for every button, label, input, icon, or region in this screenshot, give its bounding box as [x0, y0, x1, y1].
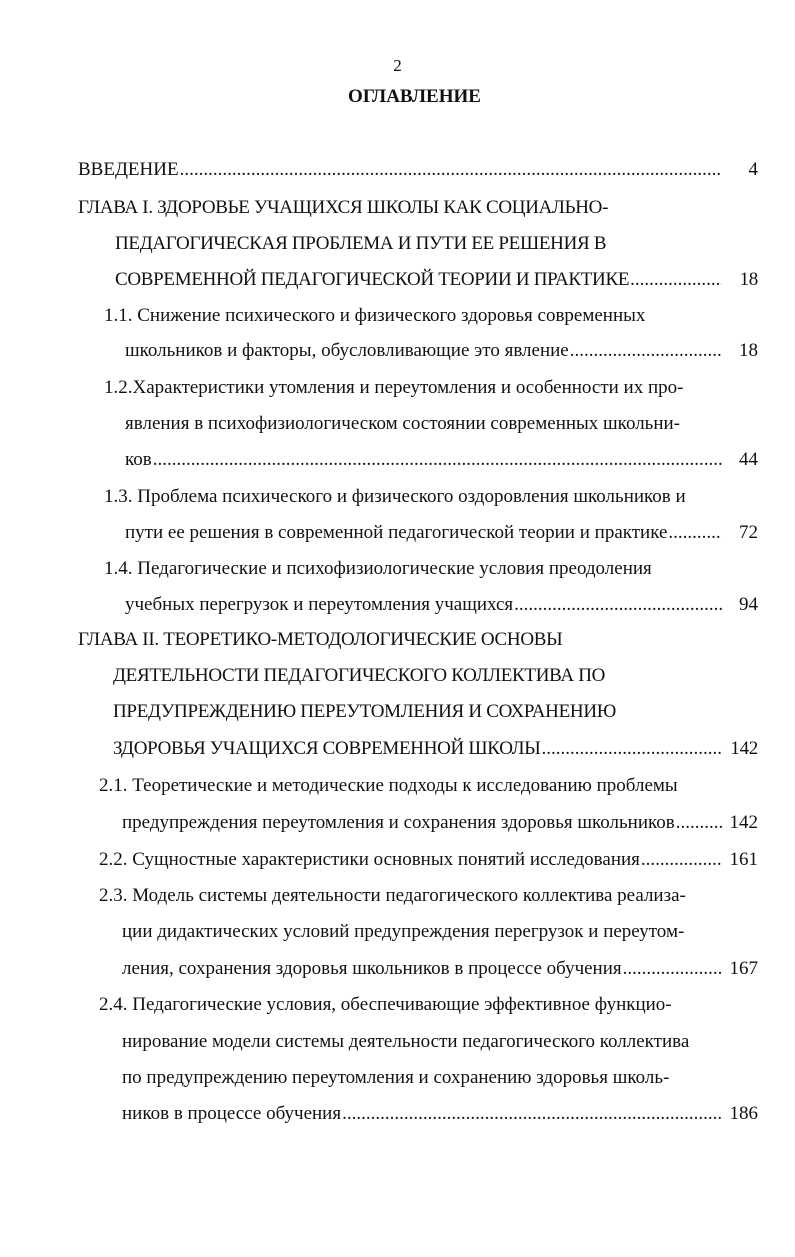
- leader-dots: [630, 268, 722, 292]
- leader-dots: [676, 811, 722, 835]
- toc-section-1-1-line-1: 1.1. Снижение психического и физического здоровья современных: [104, 305, 646, 326]
- toc-page-number: 161: [729, 849, 758, 870]
- toc-chapter-2-line-1: ГЛАВА II. ТЕОРЕТИКО-МЕТОДОЛОГИЧЕСКИЕ ОСНОВЫ: [78, 629, 563, 650]
- toc-entry-section-1-4[interactable]: [125, 593, 758, 617]
- toc-entry-text: ков: [125, 449, 152, 470]
- leader-dots: [641, 848, 722, 872]
- toc-page-number: 167: [729, 958, 758, 979]
- leader-dots: [623, 957, 722, 981]
- toc-chapter-1-line-1: ГЛАВА I. ЗДОРОВЬЕ УЧАЩИХСЯ ШКОЛЫ КАК СОЦИАЛЬНО-: [78, 197, 609, 218]
- toc-entry-text: 2.2. Сущностные характеристики основных понятий исследования: [99, 849, 640, 870]
- toc-section-2-3-line-2: ции дидактических условий предупреждения перегрузок и переутом-: [122, 921, 685, 942]
- leader-dots: [342, 1102, 722, 1126]
- toc-page-number: 44: [739, 449, 758, 470]
- toc-entry-section-2-1[interactable]: [122, 811, 758, 835]
- toc-section-1-3-line-1: 1.3. Проблема психического и физического оздоровления школьников и: [104, 486, 686, 507]
- toc-page-number: 18: [739, 340, 758, 361]
- leader-dots: [542, 737, 722, 761]
- toc-entry-section-2-3[interactable]: [122, 957, 758, 981]
- toc-section-2-4-line-3: по предупреждению переутомления и сохранению здоровья школь-: [122, 1067, 670, 1088]
- toc-entry-chapter-2[interactable]: [113, 737, 758, 761]
- toc-entry-section-2-2[interactable]: [99, 848, 758, 872]
- toc-section-2-4-line-2: нирование модели системы деятельности педагогического коллектива: [122, 1031, 690, 1052]
- toc-page-number: 72: [739, 522, 758, 543]
- toc-section-1-4-line-1: 1.4. Педагогические и психофизиологические условия преодоления: [104, 558, 652, 579]
- toc-entry-text: ВВЕДЕНИЕ: [78, 159, 179, 180]
- leader-dots: [153, 448, 722, 472]
- toc-entry-section-2-4[interactable]: [122, 1102, 758, 1126]
- leader-dots: [514, 593, 722, 617]
- toc-page-number: 94: [739, 594, 758, 615]
- toc-entry-text: предупреждения переутомления и сохранения здоровья школьников: [122, 812, 675, 833]
- toc-page-number: 4: [748, 159, 758, 180]
- toc-entry-intro[interactable]: [78, 158, 758, 182]
- toc-page-number: 186: [729, 1103, 758, 1124]
- toc-page-number: 142: [730, 738, 758, 759]
- toc-entry-text: ления, сохранения здоровья школьников в процессе обучения: [122, 958, 622, 979]
- toc-entry-text: школьников и факторы, обусловливающие это явление: [125, 340, 569, 361]
- toc-entry-text: ников в процессе обучения: [122, 1103, 342, 1124]
- toc-entry-text: ЗДОРОВЬЯ УЧАЩИХСЯ СОВРЕМЕННОЙ ШКОЛЫ: [113, 738, 541, 759]
- leader-dots: [570, 339, 722, 363]
- leader-dots: [668, 521, 722, 545]
- toc-section-1-2-line-2: явления в психофизиологическом состоянии современных школьни-: [125, 413, 681, 434]
- toc-page-number: 142: [729, 812, 758, 833]
- toc-section-2-3-line-1: 2.3. Модель системы деятельности педагогического коллектива реализа-: [99, 885, 686, 906]
- page-title: ОГЛАВЛЕНИЕ: [348, 86, 481, 107]
- toc-section-2-1-line-1: 2.1. Теоретические и методические подходы к исследованию проблемы: [99, 775, 678, 796]
- toc-entry-section-1-3[interactable]: [125, 521, 758, 545]
- toc-entry-section-1-1[interactable]: [125, 339, 758, 363]
- toc-entry-text: учебных перегрузок и переутомления учащихся: [125, 594, 514, 615]
- toc-chapter-2-line-3: ПРЕДУПРЕЖДЕНИЮ ПЕРЕУТОМЛЕНИЯ И СОХРАНЕНИЮ: [113, 701, 616, 722]
- toc-entry-section-1-2[interactable]: [125, 448, 758, 472]
- toc-section-1-2-line-1: 1.2.Характеристики утомления и переутомления и особенности их про-: [104, 377, 684, 398]
- toc-entry-text: СОВРЕМЕННОЙ ПЕДАГОГИЧЕСКОЙ ТЕОРИИ И ПРАКТИКЕ: [115, 269, 630, 290]
- page-number: 2: [393, 56, 402, 75]
- toc-chapter-2-line-2: ДЕЯТЕЛЬНОСТИ ПЕДАГОГИЧЕСКОГО КОЛЛЕКТИВА ПО: [113, 665, 606, 686]
- toc-chapter-1-line-2: ПЕДАГОГИЧЕСКАЯ ПРОБЛЕМА И ПУТИ ЕЕ РЕШЕНИЯ В: [115, 233, 607, 254]
- toc-entry-chapter-1[interactable]: [115, 268, 758, 292]
- toc-entry-text: пути ее решения в современной педагогической теории и практике: [125, 522, 668, 543]
- leader-dots: [180, 158, 722, 182]
- toc-page-number: 18: [739, 269, 758, 290]
- toc-section-2-4-line-1: 2.4. Педагогические условия, обеспечивающие эффективное функцио-: [99, 994, 672, 1015]
